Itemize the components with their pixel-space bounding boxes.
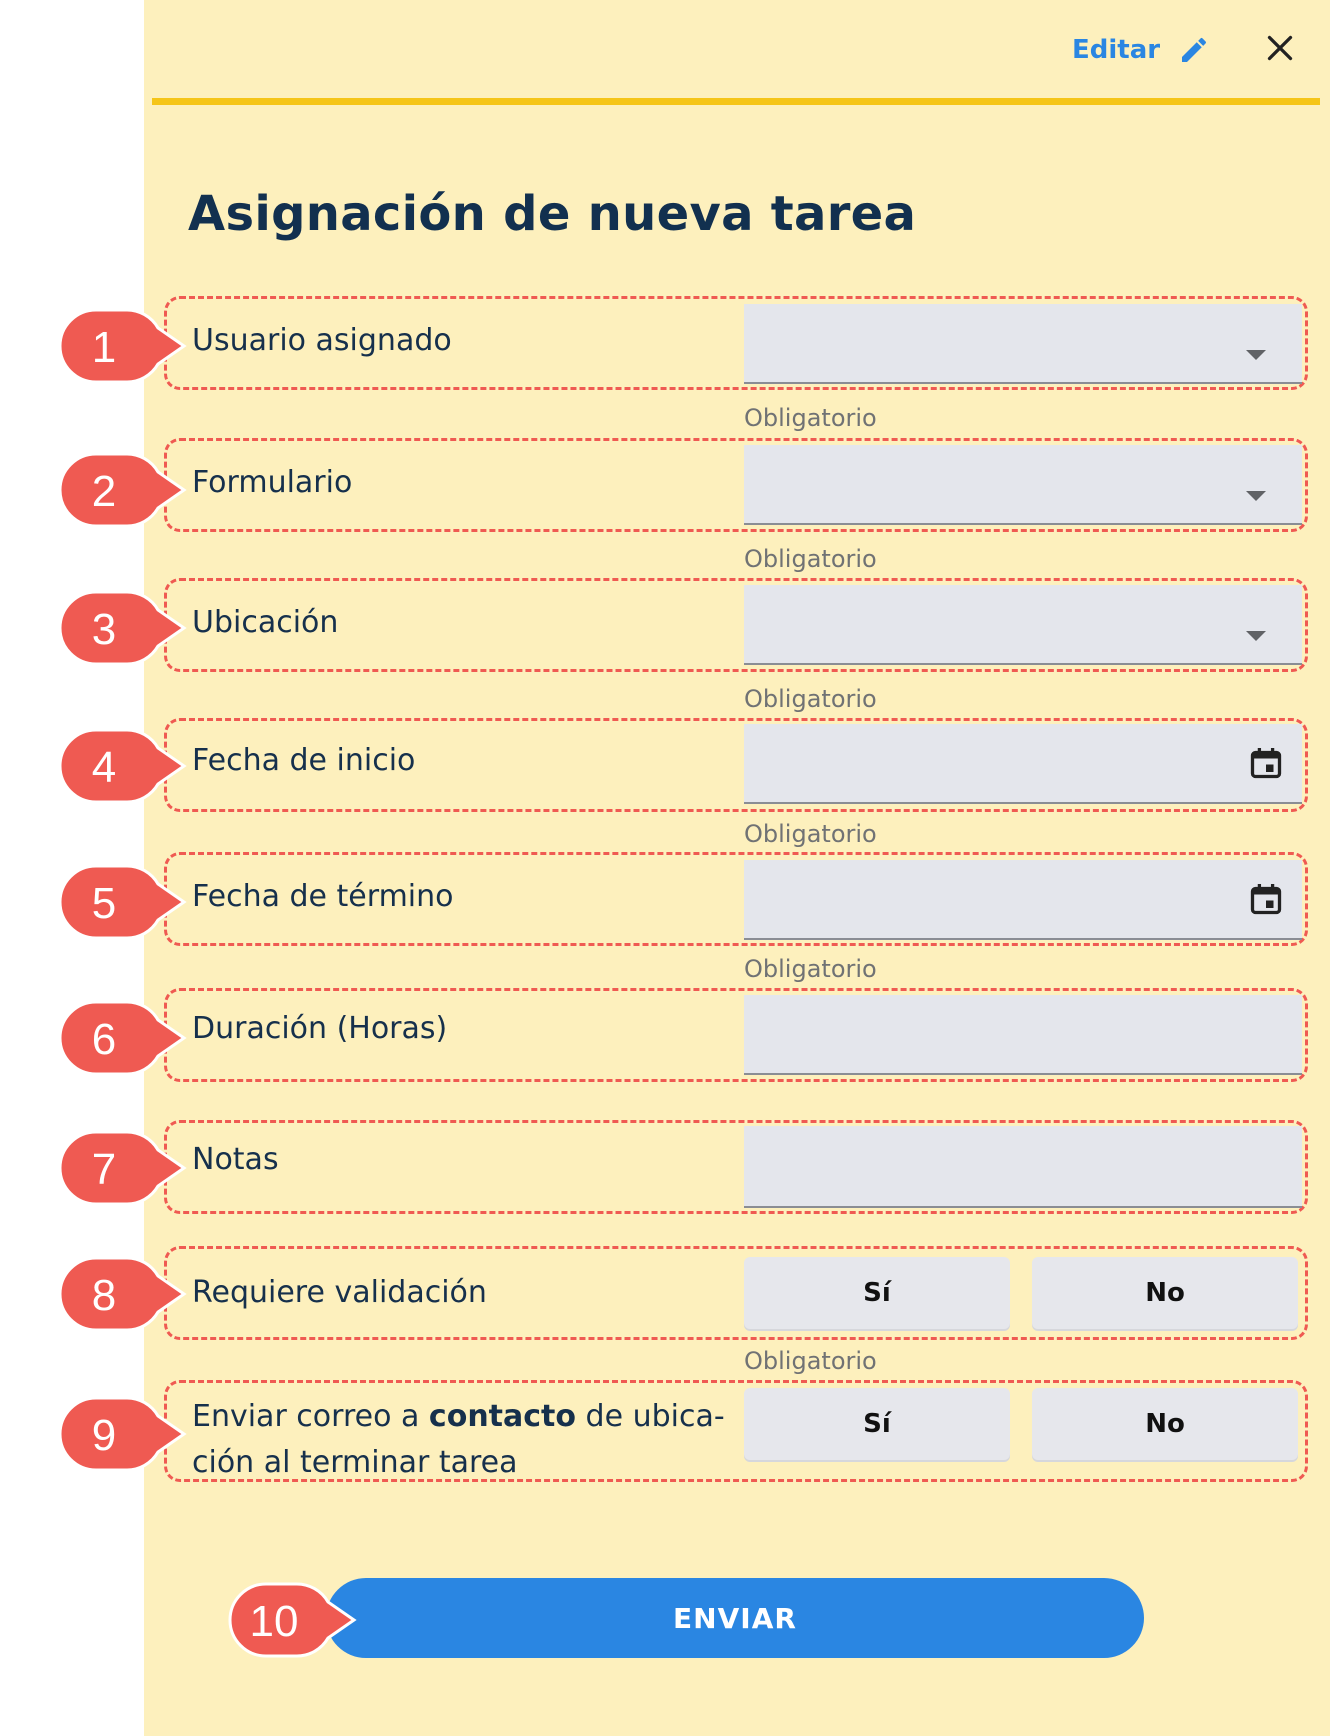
correo-label [192,1394,725,1440]
callout-marker-9 [58,1394,190,1474]
marker-number: 10 [249,1597,299,1646]
chevron-down-icon [1246,631,1266,641]
submit-button[interactable]: ENVIAR [326,1578,1144,1658]
marker-number: 8 [91,1271,117,1320]
duracion-label: Duración (Horas) [192,1011,448,1046]
callout-marker-6 [58,998,190,1078]
validacion-label: Requiere validación [192,1275,487,1310]
ubicacion-hint: Obligatorio [744,685,877,713]
correo-label-line2: ción al terminar tarea [192,1445,518,1480]
correo-label-start: Enviar correo a [192,1399,429,1434]
notas-input[interactable] [744,1126,1302,1208]
marker-number: 7 [91,1145,117,1194]
validacion-no-button[interactable]: No [1032,1257,1298,1329]
callout-marker-2 [58,450,190,530]
ubicacion-label: Ubicación [192,605,339,640]
callout-marker-10 [228,1580,360,1660]
fecha-termino-input[interactable] [744,860,1302,940]
edit-button[interactable] [1072,30,1210,70]
callout-marker-8 [58,1254,190,1334]
calendar-icon[interactable] [1248,880,1284,918]
callout-marker-3 [58,588,190,668]
chevron-down-icon [1246,491,1266,501]
callout-marker-5 [58,862,190,942]
correo-label-bold: contacto [428,1399,576,1434]
header-divider [152,98,1320,105]
fecha-inicio-input[interactable] [744,724,1302,804]
formulario-hint: Obligatorio [744,545,877,573]
callout-marker-7 [58,1128,190,1208]
validacion-yes-button[interactable]: Sí [744,1257,1010,1329]
pencil-icon [1178,34,1210,66]
callout-marker-1 [58,306,190,386]
marker-number: 2 [91,467,117,516]
duracion-input[interactable] [744,995,1302,1075]
marker-number: 5 [91,879,117,928]
marker-number: 9 [91,1411,117,1460]
usuario-select[interactable] [744,304,1302,384]
validacion-hint: Obligatorio [744,1347,877,1375]
marker-number: 6 [91,1015,117,1064]
fecha-termino-label: Fecha de término [192,879,454,914]
calendar-icon[interactable] [1248,744,1284,782]
fecha-inicio-hint: Obligatorio [744,820,877,848]
formulario-label: Formulario [192,465,353,500]
correo-no-button[interactable]: No [1032,1388,1298,1460]
close-icon [1262,30,1298,66]
callout-marker-4 [58,726,190,806]
formulario-select[interactable] [744,445,1302,525]
marker-number: 1 [91,323,117,372]
ubicacion-select[interactable] [744,585,1302,665]
usuario-hint: Obligatorio [744,404,877,432]
marker-number: 3 [91,605,117,654]
chevron-down-icon [1246,350,1266,360]
marker-number: 4 [91,743,117,792]
correo-yes-button[interactable]: Sí [744,1388,1010,1460]
notas-label: Notas [192,1142,279,1177]
usuario-label: Usuario asignado [192,323,452,358]
close-button[interactable] [1262,30,1298,66]
page-title: Asignación de nueva tarea [188,186,917,242]
edit-label: Editar [1072,35,1161,65]
correo-label-end: de ubica- [576,1399,725,1434]
fecha-termino-hint: Obligatorio [744,955,877,983]
fecha-inicio-label: Fecha de inicio [192,743,416,778]
